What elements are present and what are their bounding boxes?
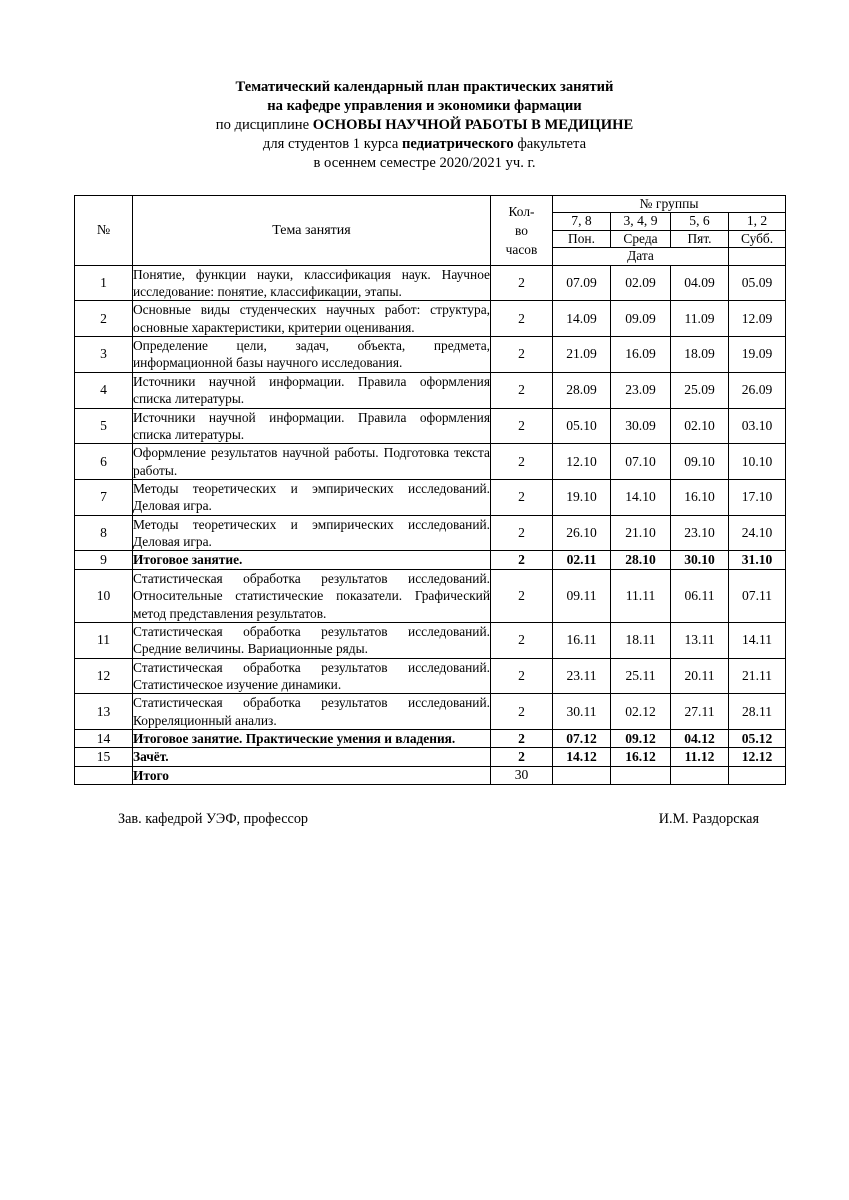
header-theme: Тема занятия <box>133 195 491 265</box>
row-date-2: 02.12 <box>611 694 671 730</box>
title-line-4-suffix: факультета <box>513 135 587 152</box>
table-row <box>75 372 786 408</box>
row-date-1: 07.09 <box>553 265 611 301</box>
header-group-1: 7, 8 <box>553 213 611 231</box>
row-number: 4 <box>75 372 133 408</box>
title-line-2: на кафедре управления и экономики фармации <box>267 97 582 114</box>
row-hours: 2 <box>491 372 553 408</box>
row-date-1: 07.12 <box>553 730 611 748</box>
table-row <box>75 748 786 766</box>
row-number: 12 <box>75 658 133 694</box>
row-date-3: 23.10 <box>671 515 729 551</box>
header-hours-line2: во <box>515 222 528 238</box>
row-date-3: 09.10 <box>671 444 729 480</box>
row-hours: 2 <box>491 337 553 373</box>
table-row <box>75 301 786 337</box>
row-topic: Источники научной информации. Правила оформления списка литературы. <box>133 409 490 442</box>
row-topic: Статистическая обработка результатов исследований. Относительные статистические показатели. Графический метод представления результатов. <box>133 570 490 621</box>
row-number: 2 <box>75 301 133 337</box>
row-date-1: 14.12 <box>553 748 611 766</box>
total-date-4 <box>729 766 786 784</box>
row-hours: 2 <box>491 301 553 337</box>
row-date-2: 07.10 <box>611 444 671 480</box>
row-date-3: 16.10 <box>671 480 729 516</box>
row-hours: 2 <box>491 480 553 516</box>
row-hours: 2 <box>491 658 553 694</box>
header-day-3: Пят. <box>671 231 729 248</box>
row-number: 8 <box>75 515 133 551</box>
header-group-4: 1, 2 <box>729 213 786 231</box>
header-day-4: Субб. <box>729 231 786 248</box>
header-group-span: № группы <box>553 195 786 213</box>
title-line-4 <box>0 135 849 154</box>
row-topic: Итоговое занятие. Практические умения и владения. <box>133 730 491 748</box>
title-line-3-discipline: ОСНОВЫ НАУЧНОЙ РАБОТЫ В МЕДИЦИНЕ <box>312 116 634 133</box>
row-date-4: 14.11 <box>729 622 786 658</box>
schedule-table <box>74 195 786 785</box>
row-date-2: 16.12 <box>611 748 671 766</box>
row-date-2: 16.09 <box>611 337 671 373</box>
row-date-3: 13.11 <box>671 622 729 658</box>
row-date-3: 18.09 <box>671 337 729 373</box>
title-line-4-faculty: педиатрического <box>401 135 514 152</box>
row-topic: Определение цели, задач, объекта, предмета, информационной базы научного исследования. <box>133 338 490 371</box>
row-number: 13 <box>75 694 133 730</box>
row-hours: 2 <box>491 748 553 766</box>
row-topic: Основные виды студенческих научных работ: структура, основные характеристики, критерии оценивания. <box>133 302 490 335</box>
title-line-3 <box>0 116 849 135</box>
row-date-4: 19.09 <box>729 337 786 373</box>
header-number: № <box>75 195 133 265</box>
table-body <box>75 265 786 784</box>
row-date-1: 14.09 <box>553 301 611 337</box>
document-title-block <box>0 0 849 173</box>
row-date-3: 11.09 <box>671 301 729 337</box>
row-topic: Статистическая обработка результатов исследований. Средние величины. Вариационные ряды. <box>133 623 490 657</box>
row-date-4: 31.10 <box>729 551 786 569</box>
row-date-1: 26.10 <box>553 515 611 551</box>
row-number: 7 <box>75 480 133 516</box>
row-date-1: 09.11 <box>553 569 611 622</box>
row-date-2: 02.09 <box>611 265 671 301</box>
row-date-2: 11.11 <box>611 569 671 622</box>
table-head <box>75 195 786 265</box>
row-number: 10 <box>75 569 133 622</box>
row-date-2: 28.10 <box>611 551 671 569</box>
row-date-3: 27.11 <box>671 694 729 730</box>
total-hours: 30 <box>491 766 553 784</box>
row-hours: 2 <box>491 265 553 301</box>
row-date-3: 06.11 <box>671 569 729 622</box>
row-date-2: 09.09 <box>611 301 671 337</box>
row-hours: 2 <box>491 569 553 622</box>
row-date-1: 28.09 <box>553 372 611 408</box>
row-hours: 2 <box>491 408 553 444</box>
row-date-1: 02.11 <box>553 551 611 569</box>
table-row <box>75 730 786 748</box>
table-row <box>75 265 786 301</box>
row-topic: Итоговое занятие. <box>133 551 491 569</box>
row-hours: 2 <box>491 444 553 480</box>
table-row <box>75 515 786 551</box>
table-row <box>75 444 786 480</box>
row-date-3: 04.12 <box>671 730 729 748</box>
header-date-label: Дата <box>553 248 729 265</box>
signature-name: И.М. Раздорская <box>658 811 759 828</box>
title-line-5-semester: в осеннем семестре 2020/2021 уч. г. <box>313 154 536 171</box>
row-topic: Понятие, функции науки, классификация наук. Научное исследование: понятие, классификации, этапы. <box>133 266 490 300</box>
total-label: Итого <box>133 766 491 784</box>
row-number: 9 <box>75 551 133 569</box>
row-date-4: 12.12 <box>729 748 786 766</box>
row-date-1: 23.11 <box>553 658 611 694</box>
row-date-3: 02.10 <box>671 408 729 444</box>
row-date-2: 18.11 <box>611 622 671 658</box>
row-topic: Статистическая обработка результатов исследований. Статистическое изучение динамики. <box>133 659 490 692</box>
title-line-4-prefix: для студентов 1 курса <box>262 135 402 152</box>
row-date-4: 28.11 <box>729 694 786 730</box>
header-group-3: 5, 6 <box>671 213 729 231</box>
signature-position: Зав. кафедрой УЭФ, профессор <box>118 811 309 828</box>
row-hours: 2 <box>491 622 553 658</box>
row-date-4: 05.12 <box>729 730 786 748</box>
row-hours: 2 <box>491 694 553 730</box>
row-topic: Методы теоретических и эмпирических исследований. Деловая игра. <box>133 516 490 550</box>
signature-block <box>0 811 849 828</box>
row-date-4: 05.09 <box>729 265 786 301</box>
table-row <box>75 622 786 658</box>
row-date-2: 25.11 <box>611 658 671 694</box>
row-date-2: 30.09 <box>611 408 671 444</box>
row-number: 11 <box>75 622 133 658</box>
row-date-2: 21.10 <box>611 515 671 551</box>
row-topic: Оформление результатов научной работы. Подготовка текста работы. <box>133 445 490 478</box>
row-hours: 2 <box>491 551 553 569</box>
row-date-2: 23.09 <box>611 372 671 408</box>
row-date-4: 26.09 <box>729 372 786 408</box>
table-row <box>75 694 786 730</box>
header-hours <box>491 195 553 265</box>
row-date-4: 07.11 <box>729 569 786 622</box>
header-day-2: Среда <box>611 231 671 248</box>
header-row-1 <box>75 195 786 213</box>
table-row <box>75 337 786 373</box>
row-date-1: 05.10 <box>553 408 611 444</box>
total-date-1 <box>553 766 611 784</box>
header-hours-line1: Кол- <box>508 203 535 219</box>
schedule-table-wrapper <box>0 195 849 785</box>
row-date-4: 12.09 <box>729 301 786 337</box>
row-number: 5 <box>75 408 133 444</box>
row-hours: 2 <box>491 515 553 551</box>
row-date-3: 11.12 <box>671 748 729 766</box>
row-number: 6 <box>75 444 133 480</box>
header-hours-line3: часов <box>505 241 538 257</box>
row-date-4: 03.10 <box>729 408 786 444</box>
row-date-4: 21.11 <box>729 658 786 694</box>
total-date-2 <box>611 766 671 784</box>
row-topic: Статистическая обработка результатов исследований. Корреляционный анализ. <box>133 695 490 728</box>
table-row <box>75 658 786 694</box>
row-date-1: 16.11 <box>553 622 611 658</box>
header-group-2: 3, 4, 9 <box>611 213 671 231</box>
row-number: 14 <box>75 730 133 748</box>
table-row <box>75 569 786 622</box>
table-row-total <box>75 766 786 784</box>
row-hours: 2 <box>491 730 553 748</box>
row-date-3: 20.11 <box>671 658 729 694</box>
row-date-2: 14.10 <box>611 480 671 516</box>
row-date-1: 12.10 <box>553 444 611 480</box>
total-number <box>75 766 133 784</box>
row-date-4: 24.10 <box>729 515 786 551</box>
row-number: 15 <box>75 748 133 766</box>
row-number: 3 <box>75 337 133 373</box>
row-topic: Источники научной информации. Правила оформления списка литературы. <box>133 373 490 407</box>
row-date-1: 21.09 <box>553 337 611 373</box>
row-date-3: 04.09 <box>671 265 729 301</box>
row-number: 1 <box>75 265 133 301</box>
table-row <box>75 408 786 444</box>
row-date-3: 25.09 <box>671 372 729 408</box>
row-topic: Методы теоретических и эмпирических исследований. Деловая игра. <box>133 481 490 514</box>
row-topic: Зачёт. <box>133 748 491 766</box>
row-date-3: 30.10 <box>671 551 729 569</box>
title-line-3-prefix: по дисциплине <box>215 116 313 133</box>
title-line-1: Тематический календарный план практических занятий <box>235 79 614 95</box>
table-row <box>75 480 786 516</box>
row-date-1: 30.11 <box>553 694 611 730</box>
total-date-3 <box>671 766 729 784</box>
row-date-2: 09.12 <box>611 730 671 748</box>
row-date-4: 10.10 <box>729 444 786 480</box>
row-date-1: 19.10 <box>553 480 611 516</box>
table-row <box>75 551 786 569</box>
header-date-blank <box>729 248 786 265</box>
header-day-1: Пон. <box>553 231 611 248</box>
row-date-4: 17.10 <box>729 480 786 516</box>
